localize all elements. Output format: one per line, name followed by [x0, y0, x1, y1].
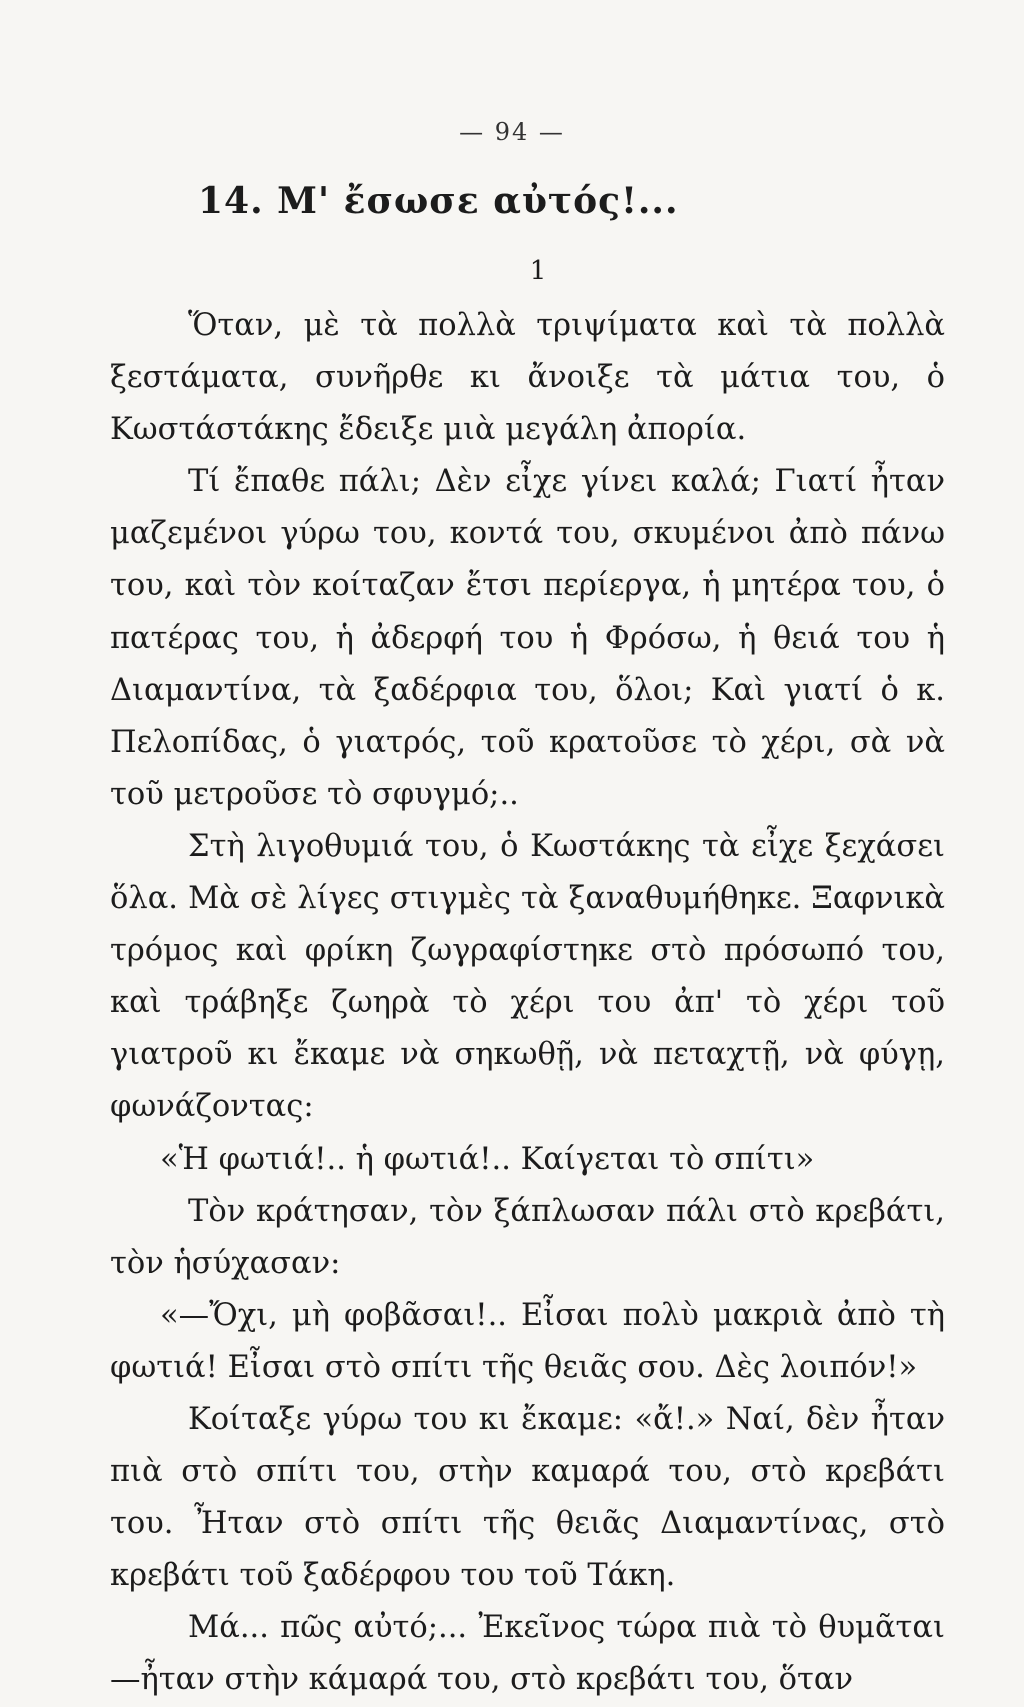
paragraph: Στὴ λιγοθυμιά του, ὁ Κωστάκης τὰ εἶχε ξεχάσει ὅλα. Μὰ σὲ λίγες στιγμὲς τὰ ξαναθυμήθηκε. Ξαφνικὰ τρόμος καὶ φρίκη ζωγραφίστηκε στὸ πρόσωπό του, καὶ τράβηξε ζωηρὰ τὸ χέρι του ἀπ' τὸ χέρι τοῦ γιατροῦ κι ἔκαμε νὰ σηκωθῇ, νὰ πεταχτῇ, νὰ φύγῃ, φωνάζοντας:	[110, 828, 945, 1125]
paragraph: Κοίταξε γύρω του κι ἔκαμε: «ἄ!.» Ναί, δὲν ἦταν πιὰ στὸ σπίτι του, στὴν καμαρά του, στὸ κρεβάτι του. Ἦταν στὸ σπίτι τῆς θειᾶς Διαμαντίνας, στὸ κρεβάτι τοῦ ξαδέρφου του τοῦ Τάκη.	[110, 1401, 945, 1594]
paragraph: Μά... πῶς αὐτό;... Ἐκεῖνος τώρα πιὰ τὸ θυμᾶται—ἦταν στὴν κάμαρά του, στὸ κρεβάτι του, ὅταν	[110, 1610, 945, 1698]
paragraph: Τὸν κράτησαν, τὸν ξάπλωσαν πάλι στὸ κρεβάτι, τὸν ἡσύχασαν:	[110, 1193, 945, 1281]
section-number: 1	[529, 256, 547, 286]
chapter-title: 14. Μ' ἔσωσε αὐτός!...	[198, 180, 679, 222]
quoted-line: «—Ὄχι, μὴ φοβᾶσαι!.. Εἶσαι πολὺ μακριὰ ἀπὸ τὴ φωτιά! Εἶσαι στὸ σπίτι τῆς θειᾶς σου. Δὲς λοιπόν!»	[110, 1297, 945, 1385]
body-text	[110, 300, 945, 1707]
quoted-line: «Ἡ φωτιά!.. ἡ φωτιά!.. Καίγεται τὸ σπίτι»	[160, 1141, 815, 1177]
paragraph: Ὅταν, μὲ τὰ πολλὰ τριψίματα καὶ τὰ πολλὰ ξεστάματα, συνῆρθε κι ἄνοιξε τὰ μάτια του, ὁ Κωστάστάκης ἔδειξε μιὰ μεγάλη ἀπορία.	[110, 308, 945, 448]
page-number: — 94 —	[459, 118, 565, 146]
paragraph: Τί ἔπαθε πάλι; Δὲν εἶχε γίνει καλά; Γιατί ἦταν μαζεμένοι γύρω του, κοντά του, σκυμένοι ἀπὸ πάνω του, καὶ τὸν κοίταζαν ἔτσι περίεργα, ἡ μητέρα του, ὁ πατέρας του, ἡ ἀδερφή του ἡ Φρόσω, ἡ θειά του ἡ Διαμαντίνα, τὰ ξαδέρφια του, ὅλοι; Καὶ γιατί ὁ κ. Πελοπίδας, ὁ γιατρός, τοῦ κρατοῦσε τὸ χέρι, σὰ νὰ τοῦ μετροῦσε τὸ σφυγμό;..	[110, 464, 945, 812]
